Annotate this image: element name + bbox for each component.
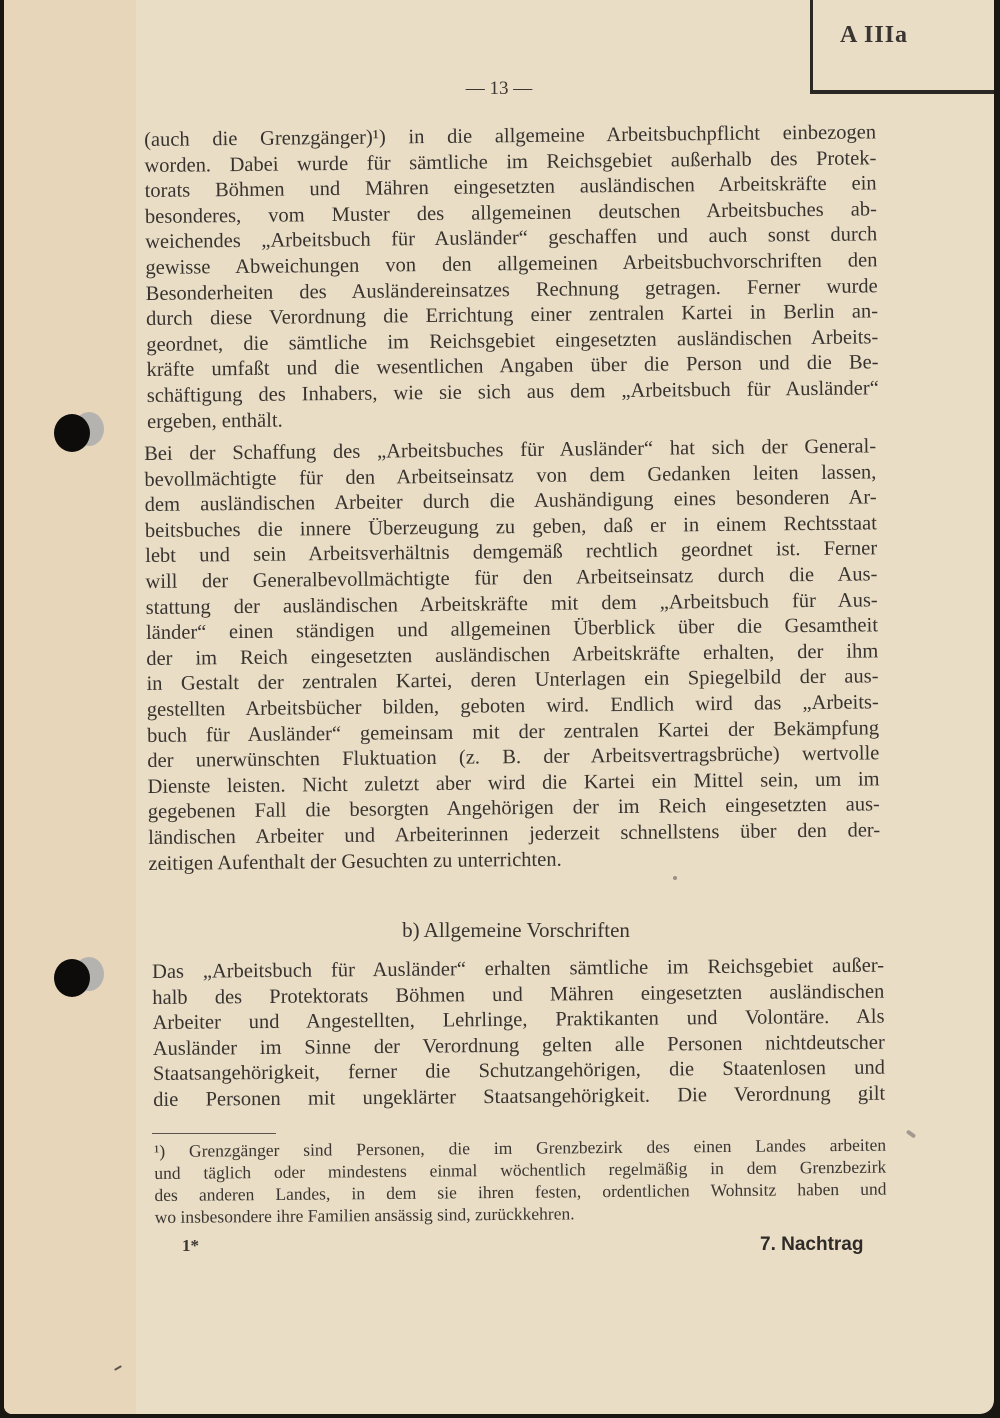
paragraph-2	[144, 434, 881, 877]
paper-speck	[673, 876, 677, 880]
footnote-line: wo insbesondere ihre Familien ansässig sind, zurückkehren.	[154, 1203, 575, 1227]
text-line: gestellten Arbeitsbücher bilden, geboten wird. Endlich wird das „Arbeits-	[146, 691, 879, 721]
paragraph-1	[144, 120, 879, 435]
document-page	[4, 0, 994, 1414]
section-heading: b) Allgemeine Vorschriften	[402, 918, 630, 942]
text-line: geordnet, die sämtliche im Reichsgebiet eingesetzten ausländischen Arbeits-	[146, 326, 879, 356]
signature-mark: 1*	[182, 1236, 199, 1255]
text-line: weichendes „Arbeitsbuch für Ausländer“ geschaffen und auch sonst durch	[145, 223, 878, 254]
text-line: Staatsangehörigkeit, ferner die Schutzangehörigen, die Staatenlosen und	[152, 1056, 886, 1086]
text-line: lebt und sein Arbeitsverhältnis demgemäß rechtlich geordnet ist. Ferner	[145, 537, 878, 568]
text-line: Ausländer im Sinne der Verordnung gelten alle Personen nichtdeutscher	[152, 1031, 885, 1060]
supplement-label: 7. Nachtrag	[760, 1234, 864, 1255]
paragraph-3	[152, 954, 885, 1114]
text-line: ländischen Arbeiter und Arbeiterinnen jederzeit schnellstens über den der-	[148, 819, 881, 849]
footnote-line: ¹) Grenzgänger sind Personen, die im Grenzbezirk des einen Landes arbeiten	[154, 1134, 887, 1161]
text-line: Bei der Schaffung des „Arbeitsbuches für Ausländer“ hat sich der General-	[144, 435, 877, 465]
punch-hole-icon	[54, 955, 94, 997]
text-line: torats Böhmen und Mähren eingesetzten ausländischen Arbeitskräfte ein	[144, 172, 877, 203]
text-line: halb des Protektorats Böhmen und Mähren eingesetzten ausländischen	[152, 980, 885, 1009]
footnote	[154, 1134, 887, 1228]
text-line: zeitigen Aufenthalt der Gesuchten zu unterrichten.	[148, 848, 562, 875]
text-line: gegebenen Fall die besorgten Angehörigen der im Reich eingesetzten aus-	[147, 793, 880, 824]
text-line: der unerwünschten Fluktuation (z. B. der Arbeitsvertragsbrüche) wertvolle	[147, 742, 880, 773]
footnote-line: des anderen Landes, in dem sie ihren festen, ordentlichen Wohnsitz haben und	[154, 1178, 887, 1205]
text-line: bevollmächtigte für den Arbeitseinsatz von dem Gedanken leiten lassen,	[144, 460, 877, 491]
text-line: Arbeiter und Angestellten, Lehrlinge, Praktikanten und Volontäre. Als	[152, 1005, 885, 1035]
punch-hole-icon	[54, 410, 94, 452]
text-line: die Personen mit ungeklärter Staatsangehörigkeit. Die Verordnung gilt	[153, 1082, 886, 1111]
text-line: in Gestalt der zentralen Kartei, deren Unterlagen ein Spiegelbild der aus-	[146, 665, 879, 696]
footnote-line: und täglich oder mindestens einmal wöchentlich regelmäßig in dem Grenzbezirk	[154, 1156, 887, 1183]
text-line: der im Reich eingesetzten ausländischen Arbeitskräfte erhalten, der ihm	[146, 640, 879, 670]
text-line: buch für Ausländer“ gemeinsam mit der zentralen Kartei der Bekämpfung	[146, 716, 880, 747]
text-line: durch diese Verordnung die Errichtung einer zentralen Kartei in Berlin an-	[145, 300, 879, 331]
paper-speck	[906, 1129, 916, 1138]
text-line: dem ausländischen Arbeiter durch die Aushändigung eines besonderen Ar-	[144, 486, 877, 517]
text-line: Dienste leisten. Nicht zuletzt aber wird die Kartei ein Mittel sein, um im	[147, 768, 880, 798]
text-line: ergeben, enthält.	[146, 409, 283, 433]
text-line: gewisse Abweichungen von den allgemeinen Arbeitsbuchvorschriften den	[145, 249, 878, 279]
footnote-divider	[152, 1133, 276, 1134]
text-line: länder“ einen ständigen und allgemeinen Überblick über die Gesamtheit	[145, 614, 879, 645]
text-line: stattung der ausländischen Arbeitskräfte mit dem „Arbeitsbuch für Aus-	[145, 588, 878, 619]
page-number: — 13 —	[465, 78, 533, 99]
text-line: will der Generalbevollmächtigte für den Arbeitseinsatz durch die Aus-	[145, 563, 878, 593]
page-margin-strip	[4, 0, 136, 1414]
text-line: Besonderheiten des Ausländereinsatzes Rechnung getragen. Ferner wurde	[145, 274, 878, 305]
text-line: Das „Arbeitsbuch für Ausländer“ erhalten sämtliche im Reichsgebiet außer-	[152, 954, 885, 983]
text-line: kräfte umfaßt und die wesentlichen Angaben über die Person und die Be-	[146, 351, 879, 382]
section-code: A IIIa	[840, 22, 909, 48]
text-line: worden. Dabei wurde für sämtliche im Reichsgebiet außerhalb des Protek-	[144, 146, 877, 177]
text-line: schäftigung des Inhabers, wie sie sich aus dem „Arbeitsbuch für Ausländer“	[146, 377, 879, 407]
text-line: beitsbuches die innere Überzeugung zu geben, daß er in einem Rechtsstaat	[144, 512, 878, 542]
text-line: (auch die Grenzgänger)¹) in die allgemeine Arbeitsbuchpflicht einbezogen	[144, 121, 877, 151]
text-line: besonderes, vom Muster des allgemeinen deutschen Arbeitsbuches ab-	[144, 198, 878, 228]
